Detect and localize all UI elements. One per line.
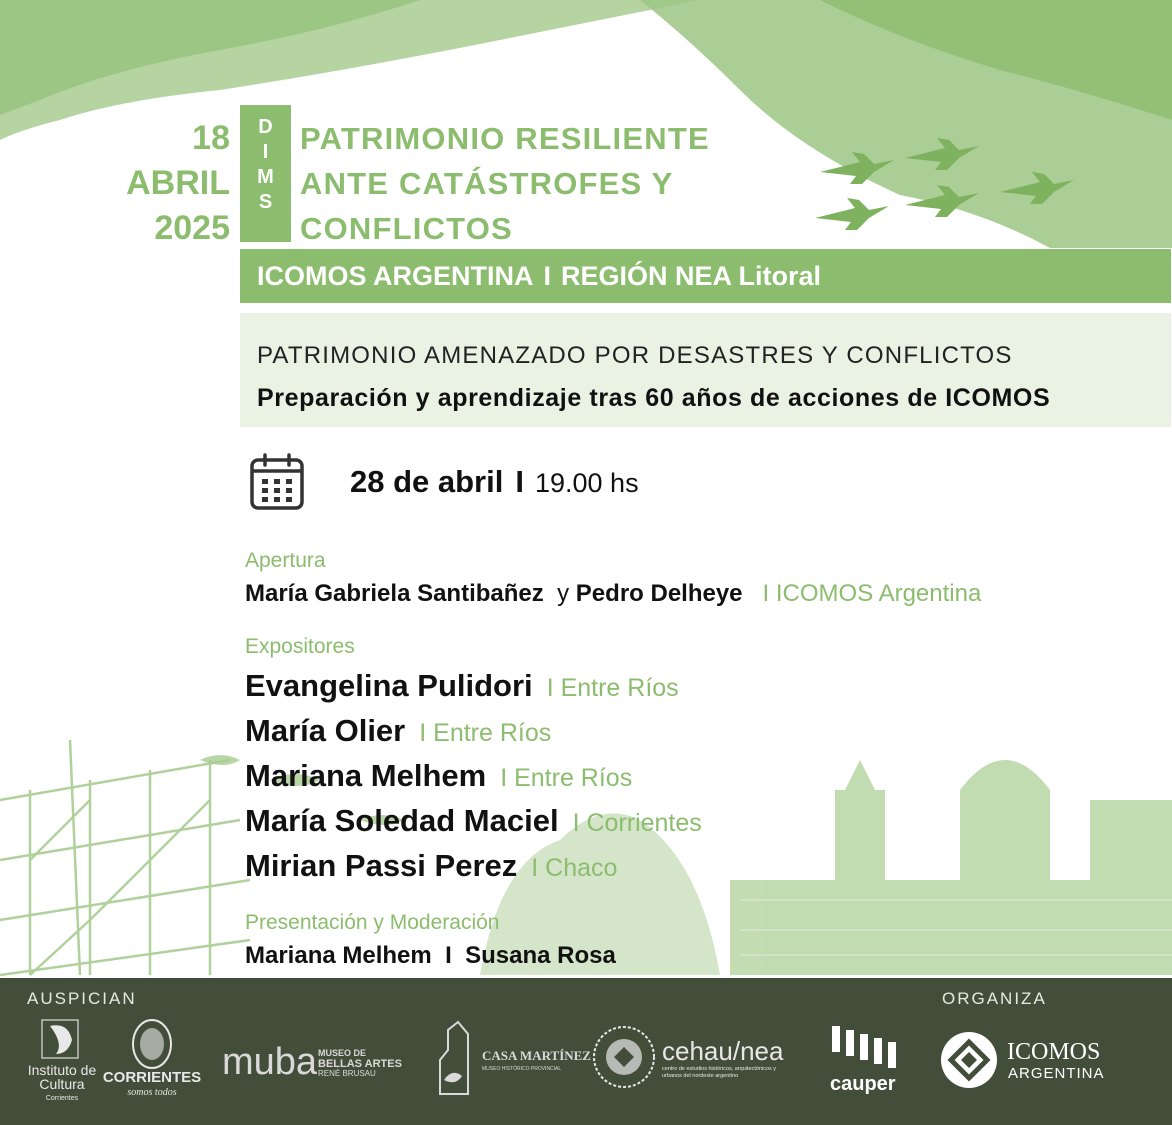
icomos-argentina-logo: [939, 1030, 1119, 1090]
event-title: PATRIMONIO RESILIENTE ANTE CATÁSTROFES Y CONFLICTOS: [300, 121, 710, 246]
apertura-label: Apertura: [245, 549, 326, 572]
svg-text:CORRIENTES: CORRIENTES: [102, 1069, 202, 1086]
subtitle-line2: Preparación y aprendizaje tras 60 años de acciones de ICOMOS: [257, 384, 1051, 412]
svg-text:CASA MARTÍNEZ: CASA MARTÍNEZ: [482, 1048, 591, 1063]
auspician-label: AUSPICIAN: [27, 989, 137, 1008]
svg-text:MUSEO DE: MUSEO DE: [318, 1048, 367, 1058]
svg-text:somos todos: somos todos: [127, 1087, 177, 1098]
event-date: 28 de abril: [350, 464, 504, 499]
svg-text:cauper: cauper: [830, 1073, 896, 1095]
organizer-band: ICOMOS ARGENTINA I REGIÓN NEA Litoral: [240, 249, 1171, 303]
svg-text:urbanos del nordeste argentino: urbanos del nordeste argentino: [662, 1073, 739, 1079]
moderators: Mariana Melhem I Susana Rosa: [245, 942, 616, 969]
casa-martinez-logo: [434, 1020, 591, 1096]
muba-logo: [222, 1040, 412, 1082]
svg-text:Instituto de: Instituto de: [27, 1062, 97, 1078]
corrientes-logo: [103, 1018, 201, 1100]
expositores-label: Expositores: [245, 635, 355, 658]
cauper-logo: [826, 1022, 906, 1096]
apertura-speakers: María Gabriela Santibañez y Pedro Delheye I ICOMOS Argentina: [245, 580, 982, 607]
speaker-row: Evangelina Pulidori I Entre Ríos: [245, 668, 679, 703]
event-time: 19.00 hs: [534, 468, 639, 498]
cehau-nea-logo: [592, 1024, 814, 1090]
svg-text:ARGENTINA: ARGENTINA: [1008, 1065, 1105, 1082]
event-date-block: [126, 116, 230, 251]
svg-text:cehau/nea: cehau/nea: [662, 1036, 784, 1066]
svg-text:Corrientes: Corrientes: [45, 1095, 79, 1102]
organiza-label: ORGANIZA: [942, 989, 1047, 1008]
svg-text:RENÉ BRUSAU: RENÉ BRUSAU: [318, 1069, 376, 1078]
svg-text:MUSEO HISTÓRICO PROVINCIAL: MUSEO HISTÓRICO PROVINCIAL: [482, 1066, 562, 1072]
subtitle-line1: PATRIMONIO AMENAZADO POR DESASTRES Y CONFLICTOS: [257, 342, 1013, 369]
instituto-cultura-logo: [20, 1018, 105, 1104]
event-datetime: 28 de abril I 19.00 hs: [350, 464, 639, 499]
svg-text:muba: muba: [222, 1041, 318, 1083]
moderacion-label: Presentación y Moderación: [245, 911, 500, 934]
svg-text:centro de estudios históricos,: centro de estudios históricos, arquitectónicos y: [662, 1066, 777, 1072]
speaker-row: Mariana Melhem I Entre Ríos: [245, 758, 633, 793]
band-region: REGIÓN NEA Litoral: [561, 261, 822, 291]
svg-text:BELLAS ARTES: BELLAS ARTES: [318, 1058, 402, 1070]
svg-text:ICOMOS: ICOMOS: [1007, 1039, 1101, 1065]
date-month: ABRIL: [126, 164, 230, 202]
speaker-row: María Olier I Entre Ríos: [245, 713, 552, 748]
svg-text:Cultura: Cultura: [39, 1076, 85, 1092]
band-org: ICOMOS ARGENTINA: [257, 261, 534, 291]
date-year: 2025: [154, 209, 230, 247]
calendar-icon: [249, 453, 305, 511]
speaker-row: Mirian Passi Perez I Chaco: [245, 848, 618, 883]
speaker-row: María Soledad Maciel I Corrientes: [245, 803, 702, 838]
subtitle-box: [240, 313, 1171, 427]
date-day: 18: [192, 119, 230, 157]
dims-badge: D I M S: [240, 105, 291, 242]
